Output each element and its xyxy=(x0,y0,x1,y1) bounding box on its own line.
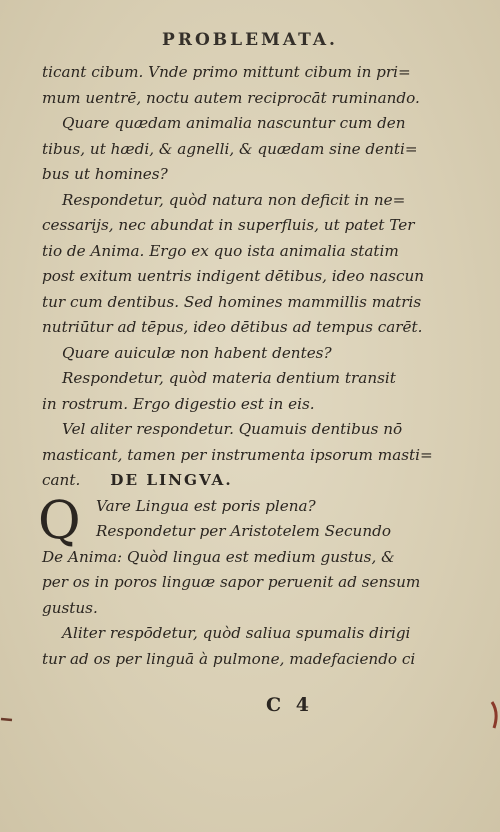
text-line: in rostrum. Ergo digestio est in eis. xyxy=(42,394,315,413)
text-line: masticant, tamen per instrumenta ipsorum masti= xyxy=(42,445,433,464)
text-line: tibus, ut hædi, & agnelli, & quædam sine denti= xyxy=(42,139,418,158)
text-line: cessarijs, nec abundat in superfluis, ut patet Ter xyxy=(42,216,415,234)
text-line-with-title xyxy=(42,468,387,494)
text-line: Respondetur, quòd natura non deficit in ne= xyxy=(62,190,406,209)
text-line: tio de Anima. Ergo ex quo ista animalia statim xyxy=(42,241,399,260)
text-line: tur ad os per linguā à pulmone, madefaciendo ci xyxy=(42,649,416,668)
text-line: De Anima: Quòd lingua est medium gustus, & xyxy=(42,547,395,566)
text-line: Respondetur per Aristotelem Secundo xyxy=(96,522,391,540)
text-line: tur cum dentibus. Sed homines mammillis matris xyxy=(42,292,422,311)
ink-speck xyxy=(0,715,14,723)
text-line: nutriūtur ad tēpus, ideo dētibus ad tempus carēt. xyxy=(42,318,423,336)
dropcap-paragraph xyxy=(38,490,391,551)
main-text xyxy=(38,60,433,672)
text-line: Quare auiculæ non habent dentes? xyxy=(62,343,332,362)
text-line: Quare quædam animalia nascuntur cum den xyxy=(62,114,406,132)
text-line: Aliter respōdetur, quòd saliua spumalis dirigi xyxy=(62,624,411,642)
text-line: ticant cibum. Vnde primo mittunt cibum in pri= xyxy=(42,63,411,81)
dropcap-letter: Q xyxy=(38,490,81,551)
text-line: Vare Lingua est poris plena? xyxy=(96,496,316,515)
text-line: bus ut homines? xyxy=(42,165,168,183)
section-title: DE LINGVA. xyxy=(110,471,233,489)
signature-mark: C 4 xyxy=(266,694,313,716)
ink-speck xyxy=(488,700,500,730)
text-line: Vel aliter respondetur. Quamuis dentibus nō xyxy=(62,420,403,438)
text-line: post exitum uentris indigent dētibus, ideo nascun xyxy=(42,267,425,285)
text-line: cant. xyxy=(42,471,81,489)
running-head: PROBLEMATA. xyxy=(162,30,338,50)
text-line: Respondetur, quòd materia dentium transit xyxy=(62,369,396,387)
text-line: gustus. xyxy=(42,598,98,617)
text-line: per os in poros linguæ sapor peruenit ad sensum xyxy=(42,573,421,591)
text-line: mum uentrē, noctu autem reciprocāt ruminando. xyxy=(42,88,420,107)
